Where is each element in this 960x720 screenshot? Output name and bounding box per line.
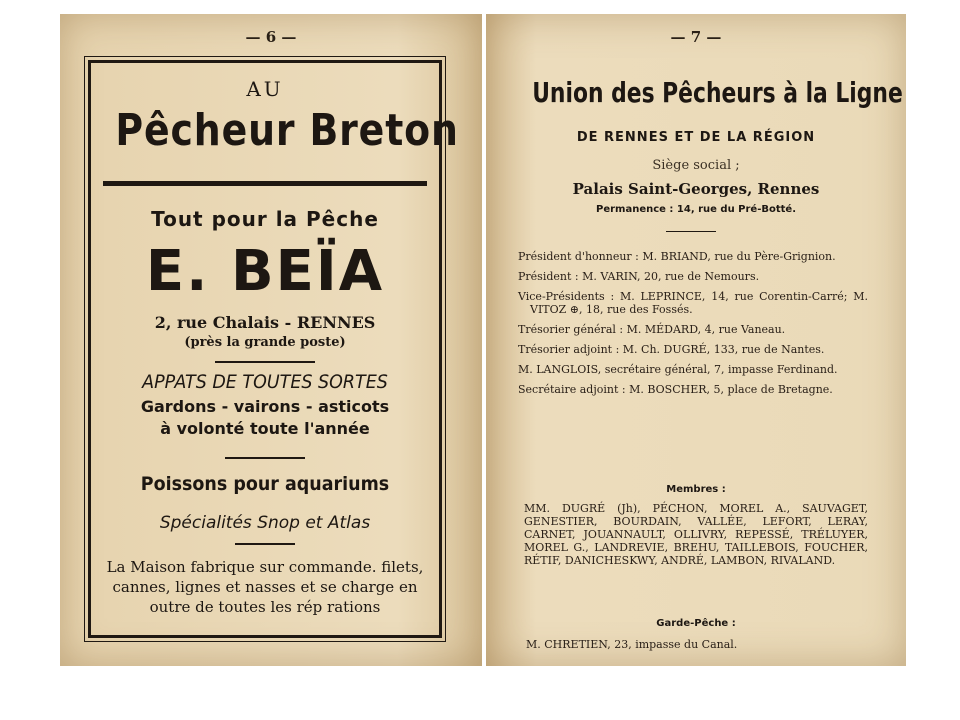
- header-rule: [666, 231, 716, 232]
- left-page: [60, 14, 482, 666]
- ad-rule-1: [215, 361, 315, 363]
- officer-entry: Président d'honneur : M. BRIAND, rue du Père-Grignion.: [518, 250, 836, 263]
- ad-divider: [103, 181, 427, 186]
- advertisement-frame: [88, 60, 459, 638]
- ad-aquarium: Poissons pour aquariums: [140, 473, 390, 495]
- right-page: [486, 14, 906, 666]
- ad-rule-2: [225, 457, 305, 459]
- union-subtitle: DE RENNES ET DE LA RÉGION: [576, 130, 816, 145]
- officer-entry: Trésorier général : M. MÉDARD, 4, rue Vaneau.: [518, 323, 786, 336]
- permanence-address: Permanence : 14, rue du Pré-Botté.: [596, 204, 796, 215]
- page-number-left: — 6 —: [245, 28, 297, 46]
- ad-tagline: Tout pour la Pêche: [151, 207, 379, 231]
- officers-list: [518, 250, 868, 403]
- ad-baits-line2: à volonté toute l'année: [160, 419, 370, 438]
- officer-entry: M. LANGLOIS, secrétaire général, 7, impasse Ferdinand.: [518, 363, 838, 376]
- ad-rule-3: [235, 543, 295, 545]
- siege-address: Palais Saint-Georges, Rennes: [572, 180, 820, 198]
- ad-owner-name: E. BEÏA: [145, 239, 385, 304]
- ad-specialties: Spécialités Snop et Atlas: [159, 513, 371, 533]
- ad-address-note: (près la grande poste): [184, 335, 346, 350]
- page-number-right: — 7 —: [670, 28, 722, 46]
- ad-brand-title: Pêcheur Breton: [115, 105, 459, 156]
- officer-entry: Vice-Présidents : M. LEPRINCE, 14, rue Corentin-Carré; M. VITOZ ⊕, 18, rue des Fossés.: [518, 290, 868, 316]
- ad-baits-line1: Gardons - vairons - asticots: [140, 397, 390, 416]
- siege-label: Siège social ;: [652, 158, 740, 173]
- ad-appats: APPATS DE TOUTES SORTES: [142, 371, 388, 393]
- ad-au: AU: [246, 77, 284, 101]
- garde-entry: M. CHRETIEN, 23, impasse du Canal.: [526, 638, 738, 651]
- ad-workshop-text: La Maison fabrique sur commande. filets, cannes, lignes et nasses et se charge en outre de toutes les rép rations: [106, 558, 424, 616]
- officer-entry: Secrétaire adjoint : M. BOSCHER, 5, place de Bretagne.: [518, 383, 833, 396]
- members-list: MM. DUGRÉ (Jh), PÉCHON, MOREL A., SAUVAGET, GENESTIER, BOURDAIN, VALLÉE, LEFORT, LERAY, CARNET, JOUANNAULT, OLLIVRY, REPESSÉ, TRÉLUYER, MOREL G., LANDREVIE, BREHU, TAILLEBOIS, FOUCHER, RÉTIF, DANICHESKWY, ANDRÉ, LAMBON, RIVALAND.: [524, 502, 868, 567]
- officer-entry: Trésorier adjoint : M. Ch. DUGRÉ, 133, rue de Nantes.: [518, 343, 825, 356]
- garde-heading: Garde-Pêche :: [656, 618, 736, 629]
- members-heading: Membres :: [666, 484, 726, 495]
- ad-address: 2, rue Chalais - RENNES: [154, 313, 376, 332]
- union-title: Union des Pêcheurs à la Ligne: [532, 76, 903, 109]
- officer-entry: Président : M. VARIN, 20, rue de Nemours.: [518, 270, 760, 283]
